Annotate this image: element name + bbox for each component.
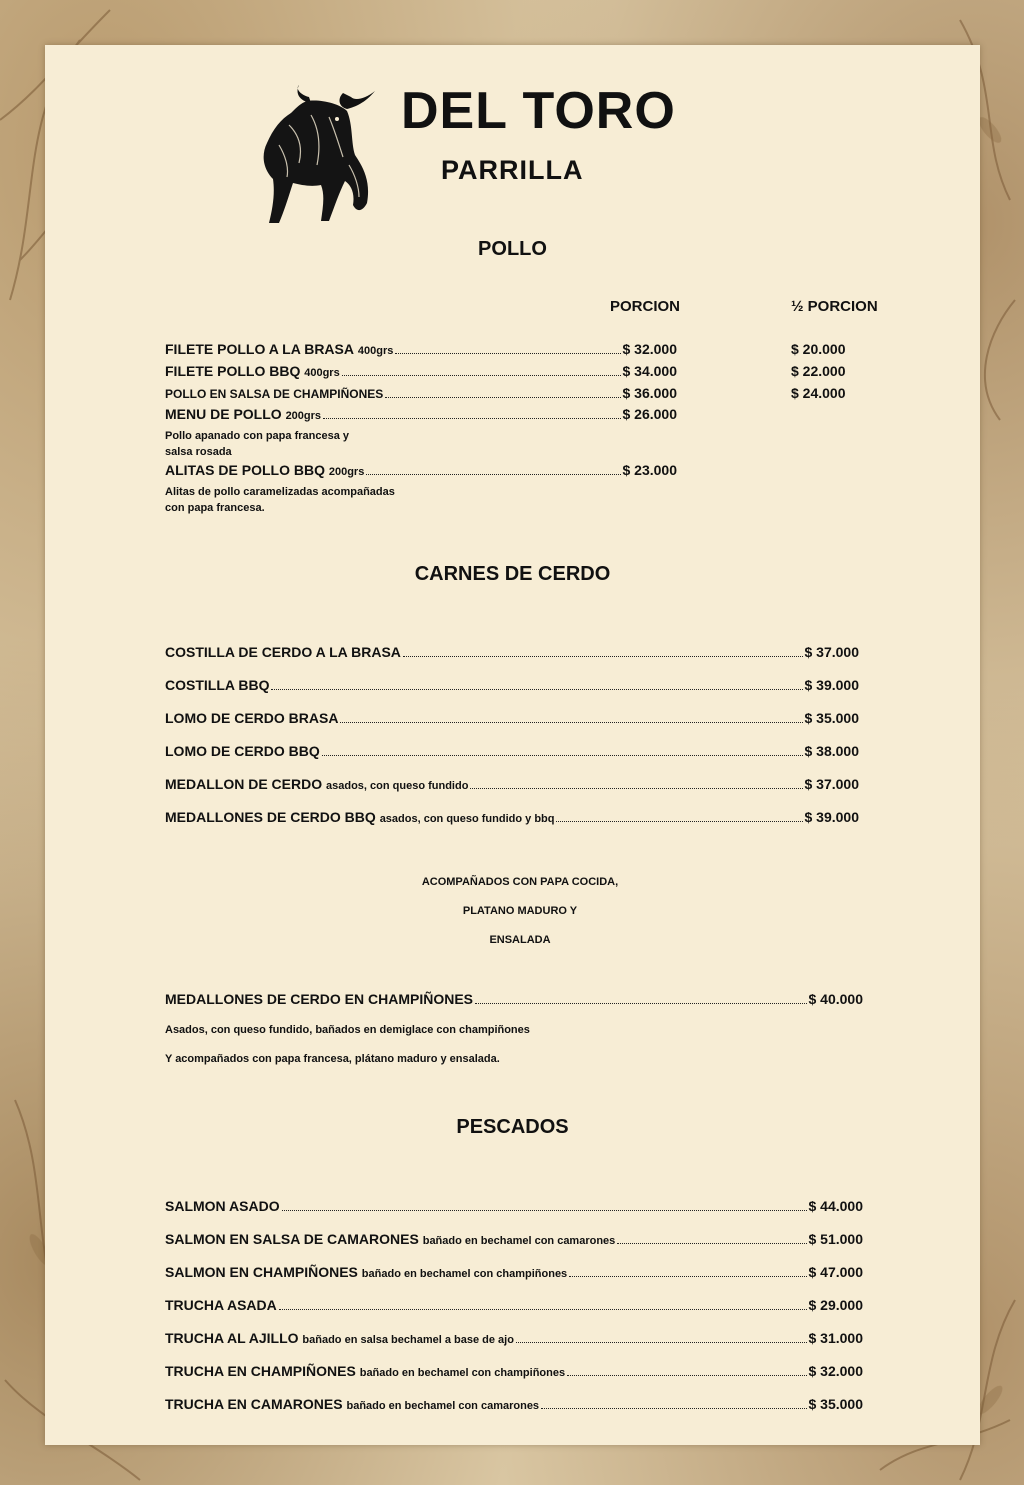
item-description: Y acompañados con papa francesa, plátano maduro y ensalada.: [165, 1053, 500, 1065]
item-description: Pollo apanado con papa francesa y salsa rosada: [165, 430, 349, 458]
section-title-pollo: POLLO: [478, 238, 547, 260]
menu-item: TRUCHA EN CAMARONES bañado en bechamel con camarones $ 35.000: [165, 1396, 863, 1412]
item-price: $ 29.000: [808, 1297, 863, 1313]
item-half-price: $ 22.000: [791, 363, 846, 379]
dot-leader: [279, 1309, 807, 1310]
menu-item: TRUCHA ASADA $ 29.000: [165, 1297, 863, 1313]
menu-item: MEDALLONES DE CERDO BBQ asados, con queso fundido y bbq $ 39.000: [165, 809, 859, 825]
side-dish-note-line: ACOMPAÑADOS CON PAPA COCIDA,: [421, 876, 619, 888]
item-price: $ 31.000: [808, 1330, 863, 1346]
column-header-porcion: PORCION: [610, 298, 681, 315]
item-price: $ 51.000: [808, 1231, 863, 1247]
item-price: $ 32.000: [622, 341, 677, 357]
item-price: $ 39.000: [804, 809, 859, 825]
side-dish-note-line: PLATANO MADURO Y: [462, 905, 578, 917]
item-price: $ 32.000: [808, 1363, 863, 1379]
menu-sheet: [45, 45, 980, 1445]
dot-leader: [395, 353, 620, 354]
menu-item: LOMO DE CERDO BRASA $ 35.000: [165, 710, 859, 726]
side-dish-note-line: ENSALADA: [489, 934, 551, 946]
menu-item: LOMO DE CERDO BBQ $ 38.000: [165, 743, 859, 759]
menu-item: FILETE POLLO A LA BRASA 400grs $ 32.000: [165, 341, 677, 357]
item-price: $ 40.000: [808, 991, 863, 1007]
item-description: Asados, con queso fundido, bañados en demiglace con champiñones: [165, 1024, 530, 1036]
item-price: $ 38.000: [804, 743, 859, 759]
dot-leader: [516, 1342, 807, 1343]
item-price: $ 37.000: [804, 776, 859, 792]
dot-leader: [340, 722, 802, 723]
dot-leader: [271, 689, 802, 690]
menu-item: TRUCHA EN CHAMPIÑONES bañado en bechamel con champiñones $ 32.000: [165, 1363, 863, 1379]
item-price: $ 44.000: [808, 1198, 863, 1214]
item-price: $ 35.000: [808, 1396, 863, 1412]
menu-item: MEDALLON DE CERDO asados, con queso fundido $ 37.000: [165, 776, 859, 792]
item-price: $ 35.000: [804, 710, 859, 726]
dot-leader: [322, 755, 803, 756]
dot-leader: [342, 375, 621, 376]
item-price: $ 39.000: [804, 677, 859, 693]
menu-item-special: MEDALLONES DE CERDO EN CHAMPIÑONES $ 40.000: [165, 991, 863, 1007]
menu-item: SALMON ASADO $ 44.000: [165, 1198, 863, 1214]
restaurant-name: DEL TORO: [401, 82, 676, 140]
item-price: $ 34.000: [622, 363, 677, 379]
item-price: $ 26.000: [622, 406, 677, 422]
menu-item: SALMON EN CHAMPIÑONES bañado en bechamel con champiñones $ 47.000: [165, 1264, 863, 1280]
dot-leader: [617, 1243, 806, 1244]
item-price: $ 36.000: [622, 385, 677, 401]
dot-leader: [569, 1276, 806, 1277]
section-title-pescados: PESCADOS: [456, 1116, 569, 1138]
item-price: $ 37.000: [804, 644, 859, 660]
restaurant-subtitle: PARRILLA: [441, 155, 584, 185]
dot-leader: [282, 1210, 807, 1211]
dot-leader: [323, 418, 620, 419]
column-header-half-porcion: ½ PORCION: [791, 298, 878, 315]
dot-leader: [567, 1375, 806, 1376]
menu-item: COSTILLA BBQ $ 39.000: [165, 677, 859, 693]
dot-leader: [541, 1408, 806, 1409]
menu-item: TRUCHA AL AJILLO bañado en salsa bechamel a base de ajo $ 31.000: [165, 1330, 863, 1346]
menu-item: SALMON EN SALSA DE CAMARONES bañado en bechamel con camarones $ 51.000: [165, 1231, 863, 1247]
item-description: Alitas de pollo caramelizadas acompañadas con papa francesa.: [165, 486, 395, 514]
dot-leader: [475, 1003, 806, 1004]
section-title-cerdo: CARNES DE CERDO: [414, 563, 611, 585]
menu-item: ALITAS DE POLLO BBQ 200grs $ 23.000: [165, 462, 677, 478]
dot-leader: [403, 656, 803, 657]
dot-leader: [385, 397, 620, 398]
bull-logo-icon: [259, 85, 383, 227]
dot-leader: [556, 821, 802, 822]
menu-item: POLLO EN SALSA DE CHAMPIÑONES $ 36.000: [165, 385, 677, 401]
menu-item: MENU DE POLLO 200grs $ 26.000: [165, 406, 677, 422]
menu-item: COSTILLA DE CERDO A LA BRASA $ 37.000: [165, 644, 859, 660]
dot-leader: [366, 474, 620, 475]
item-price: $ 47.000: [808, 1264, 863, 1280]
item-half-price: $ 20.000: [791, 341, 846, 357]
menu-item: FILETE POLLO BBQ 400grs $ 34.000: [165, 363, 677, 379]
item-half-price: $ 24.000: [791, 385, 846, 401]
item-price: $ 23.000: [622, 462, 677, 478]
dot-leader: [470, 788, 802, 789]
